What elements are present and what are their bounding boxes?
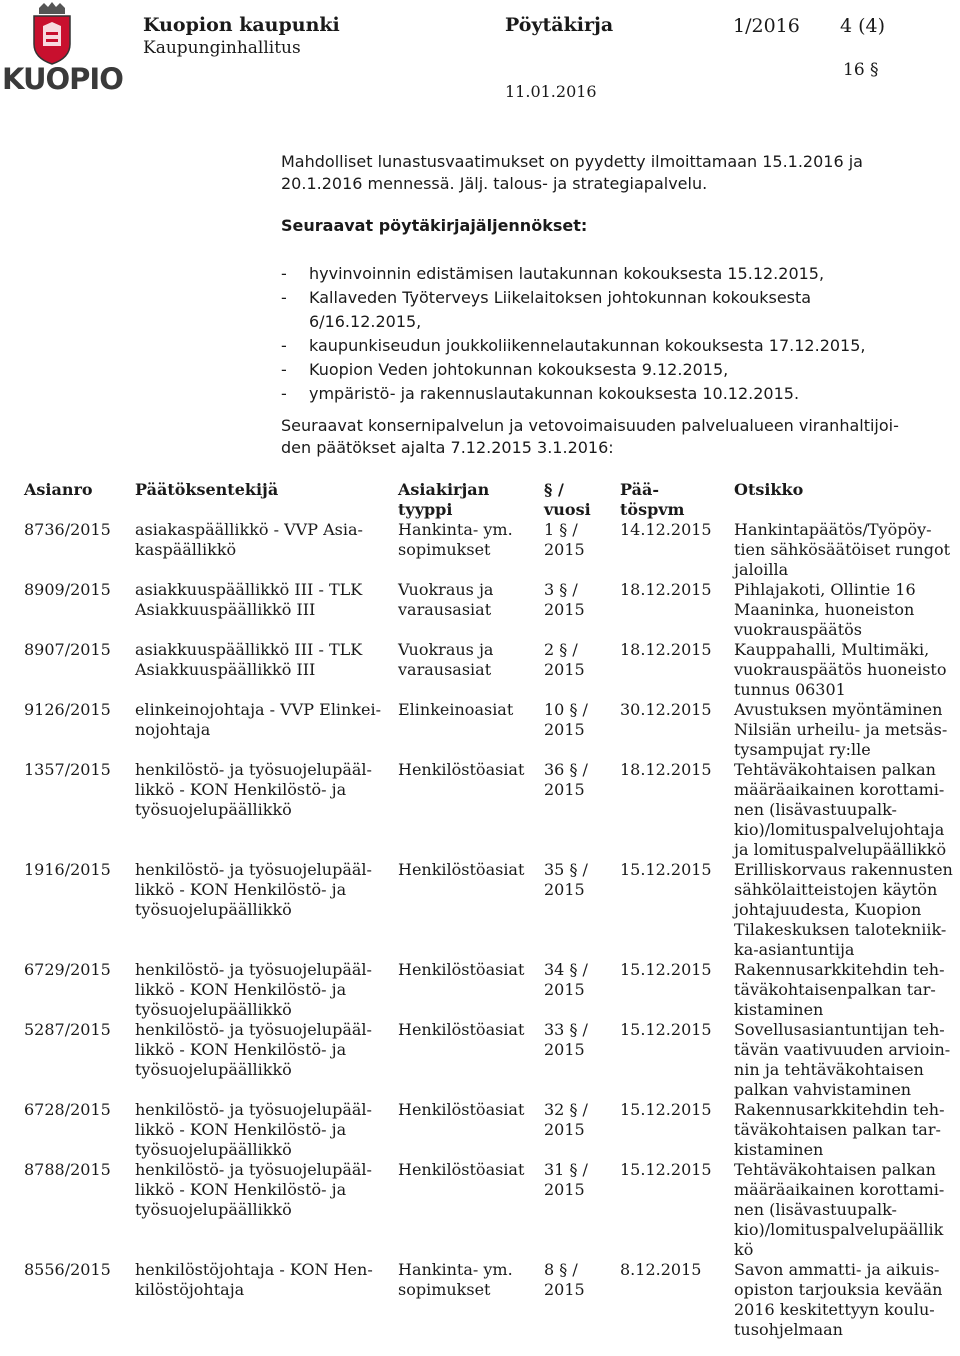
cell-otsikko: Savon ammatti- ja aikuis- opiston tarjouksia kevään 2016 keskitettyyn koulu- tusohjelmaan (734, 1260, 943, 1339)
cell-asianro: 1357/2015 (24, 760, 111, 779)
section-number: 16 § (843, 60, 879, 80)
copies-list-item (281, 310, 866, 334)
cell-asianro: 1916/2015 (24, 860, 111, 879)
cell-vuosi: 2 § / 2015 (544, 640, 585, 679)
cell-asianro: 8909/2015 (24, 580, 111, 599)
kuopio-logo (2, 2, 123, 98)
cell-vuosi: 34 § / 2015 (544, 960, 588, 999)
cell-asianro: 9126/2015 (24, 700, 111, 719)
cell-tyyppi: Vuokraus ja varausasiat (398, 640, 494, 679)
copies-list-item (281, 334, 866, 358)
table-body (24, 520, 954, 1340)
cell-pvm: 15.12.2015 (620, 1020, 712, 1039)
list-dash: - (281, 360, 287, 379)
cell-tyyppi: Elinkeinoasiat (398, 700, 514, 719)
table-row (24, 960, 954, 1020)
list-dash: - (281, 264, 287, 283)
list-item-text: Kallaveden Työterveys Liikelaitoksen johtokunnan kokouksesta (309, 288, 812, 307)
list-item-text: ympäristö- ja rakennuslautakunnan kokouksesta 10.12.2015. (309, 384, 800, 403)
cell-pvm: 15.12.2015 (620, 1100, 712, 1119)
cell-asianro: 5287/2015 (24, 1020, 111, 1039)
list-item-text: Kuopion Veden johtokunnan kokouksesta 9.12.2015, (309, 360, 729, 379)
cell-vuosi: 36 § / 2015 (544, 760, 588, 799)
cell-tekija: henkilöstö- ja työsuojelupääl- likkö - KON Henkilöstö- ja työsuojelupäällikkö (135, 960, 372, 1019)
cell-vuosi: 10 § / 2015 (544, 700, 588, 739)
intro-line-2: 20.1.2016 mennessä. Jälj. talous- ja strategiapalvelu. (281, 174, 708, 193)
col-header-pvm: Pää- töspvm (620, 480, 685, 519)
cell-otsikko: Rakennusarkkitehdin teh- täväkohtaisen palkan tar- kistaminen (734, 1100, 945, 1159)
table-row (24, 640, 954, 700)
cell-vuosi: 32 § / 2015 (544, 1100, 588, 1139)
table-row (24, 700, 954, 760)
copies-list (281, 262, 866, 406)
cell-tyyppi: Henkilöstöasiat (398, 760, 525, 779)
decisions-intro-line-2: den päätökset ajalta 7.12.2015 3.1.2016: (281, 438, 614, 457)
table-header-row (24, 480, 954, 520)
cell-tyyppi: Henkilöstöasiat (398, 960, 525, 979)
cell-tekija: henkilöstö- ja työsuojelupääl- likkö - KON Henkilöstö- ja työsuojelupäällikkö (135, 760, 372, 819)
list-item-text: kaupunkiseudun joukkoliikennelautakunnan kokouksesta 17.12.2015, (309, 336, 866, 355)
cell-otsikko: Erilliskorvaus rakennusten sähkölaitteistojen käytön johtajuudesta, Kuopion Tilakeskuksen talotekniik- ka-asiantuntija (734, 860, 953, 959)
cell-otsikko: Pihlajakoti, Ollintie 16 Maaninka, huoneiston vuokrauspäätös (734, 580, 916, 639)
cell-pvm: 18.12.2015 (620, 760, 712, 779)
cell-tekija: henkilöstö- ja työsuojelupääl- likkö - KON Henkilöstö- ja työsuojelupäällikkö (135, 1160, 372, 1219)
cell-pvm: 30.12.2015 (620, 700, 712, 719)
table-row (24, 860, 954, 960)
cell-vuosi: 1 § / 2015 (544, 520, 585, 559)
cell-tyyppi: Hankinta- ym. sopimukset (398, 520, 513, 559)
cell-asianro: 8907/2015 (24, 640, 111, 659)
cell-tekija: henkilöstö- ja työsuojelupääl- likkö - KON Henkilöstö- ja työsuojelupäällikkö (135, 1100, 372, 1159)
doc-number: 1/2016 (733, 15, 800, 37)
copies-list-item (281, 262, 866, 286)
cell-tekija: henkilöstö- ja työsuojelupääl- likkö - KON Henkilöstö- ja työsuojelupäällikkö (135, 860, 372, 919)
col-header-otsikko: Otsikko (734, 480, 804, 499)
cell-tekija: elinkeinojohtaja - VVP Elinkei- nojohtaja (135, 700, 382, 739)
cell-tekija: henkilöstöjohtaja - KON Hen- kilöstöjohtaja (135, 1260, 373, 1299)
cell-asianro: 8556/2015 (24, 1260, 111, 1279)
cell-asianro: 6728/2015 (24, 1100, 111, 1119)
cell-otsikko: Hankintapäätös/Työpöy- tien sähkösäätöiset rungot jaloilla (734, 520, 951, 579)
intro-line-1: Mahdolliset lunastusvaatimukset on pyydetty ilmoittamaan 15.1.2016 ja (281, 152, 863, 171)
cell-tyyppi: Hankinta- ym. sopimukset (398, 1260, 513, 1299)
decisions-intro-line-1: Seuraavat konsernipalvelun ja vetovoimaisuuden palvelualueen viranhaltijoi- (281, 416, 899, 435)
list-item-text: 6/16.12.2015, (309, 312, 422, 331)
cell-tekija: henkilöstö- ja työsuojelupääl- likkö - KON Henkilöstö- ja työsuojelupäällikkö (135, 1020, 372, 1079)
cell-otsikko: Kauppahalli, Multimäki, vuokrauspäätös huoneisto tunnus 06301 (734, 640, 947, 699)
cell-vuosi: 8 § / 2015 (544, 1260, 585, 1299)
cell-pvm: 15.12.2015 (620, 860, 712, 879)
table-row (24, 760, 954, 860)
table-row (24, 1100, 954, 1160)
cell-otsikko: Avustuksen myöntäminen Nilsiän urheilu- ja metsäs- tysampujat ry:lle (734, 700, 948, 759)
cell-vuosi: 33 § / 2015 (544, 1020, 588, 1059)
cell-asianro: 8788/2015 (24, 1160, 111, 1179)
cell-pvm: 18.12.2015 (620, 580, 712, 599)
cell-otsikko: Sovellusasiantuntijan teh- tävän vaativuuden arvioin- nin ja tehtäväkohtaisen palkan vahvistaminen (734, 1020, 951, 1099)
table-row (24, 1020, 954, 1100)
col-header-tekija: Päätöksentekijä (135, 480, 279, 499)
cell-vuosi: 31 § / 2015 (544, 1160, 588, 1199)
cell-tyyppi: Henkilöstöasiat (398, 1160, 525, 1179)
cell-otsikko: Tehtäväkohtaisen palkan määräaikainen korottami- nen (lisävastuupalk- kio)/lomituspalvelupäällik kö (734, 1160, 945, 1259)
cell-tyyppi: Henkilöstöasiat (398, 860, 525, 879)
list-item-text: hyvinvoinnin edistämisen lautakunnan kokouksesta 15.12.2015, (309, 264, 825, 283)
cell-vuosi: 3 § / 2015 (544, 580, 585, 619)
cell-tyyppi: Henkilöstöasiat (398, 1100, 525, 1119)
copies-list-item (281, 286, 866, 310)
cell-tekija: asiakkuuspäällikkö III - TLK Asiakkuuspäällikkö III (135, 640, 363, 679)
cell-tekija: asiakkuuspäällikkö III - TLK Asiakkuuspäällikkö III (135, 580, 363, 619)
col-header-asianro: Asianro (24, 480, 93, 499)
cell-asianro: 8736/2015 (24, 520, 111, 539)
table-row (24, 1160, 954, 1260)
cell-pvm: 14.12.2015 (620, 520, 712, 539)
list-dash: - (281, 384, 287, 403)
cell-otsikko: Rakennusarkkitehdin teh- täväkohtaisenpalkan tar- kistaminen (734, 960, 945, 1019)
cell-pvm: 15.12.2015 (620, 1160, 712, 1179)
list-dash: - (281, 336, 287, 355)
table-row (24, 1260, 954, 1340)
cell-asianro: 6729/2015 (24, 960, 111, 979)
org-body: Kaupunginhallitus (143, 38, 301, 58)
cell-pvm: 8.12.2015 (620, 1260, 702, 1279)
cell-pvm: 18.12.2015 (620, 640, 712, 659)
list-dash: - (281, 288, 287, 307)
decisions-table (24, 480, 954, 1340)
logo-wordmark: KUOPIO (2, 62, 123, 96)
meeting-date: 11.01.2016 (505, 82, 597, 101)
org-name: Kuopion kaupunki (143, 14, 340, 36)
col-header-tyyppi: Asiakirjan tyyppi (398, 480, 490, 519)
table-row (24, 580, 954, 640)
doc-type: Pöytäkirja (505, 14, 614, 36)
copies-list-item (281, 358, 866, 382)
table-row (24, 520, 954, 580)
copies-list-item (281, 382, 866, 406)
col-header-vuosi: § / vuosi (544, 480, 591, 519)
cell-vuosi: 35 § / 2015 (544, 860, 588, 899)
copies-heading: Seuraavat pöytäkirjajäljennökset: (281, 216, 588, 235)
cell-tekija: asiakaspäällikkö - VVP Asia- kaspäällikkö (135, 520, 363, 559)
page-number: 4 (4) (840, 15, 886, 37)
cell-tyyppi: Henkilöstöasiat (398, 1020, 525, 1039)
cell-pvm: 15.12.2015 (620, 960, 712, 979)
cell-tyyppi: Vuokraus ja varausasiat (398, 580, 494, 619)
cell-otsikko: Tehtäväkohtaisen palkan määräaikainen korottami- nen (lisävastuupalk- kio)/lomituspalvelujohtaja ja lomituspalvelupäällikkö (734, 760, 947, 859)
